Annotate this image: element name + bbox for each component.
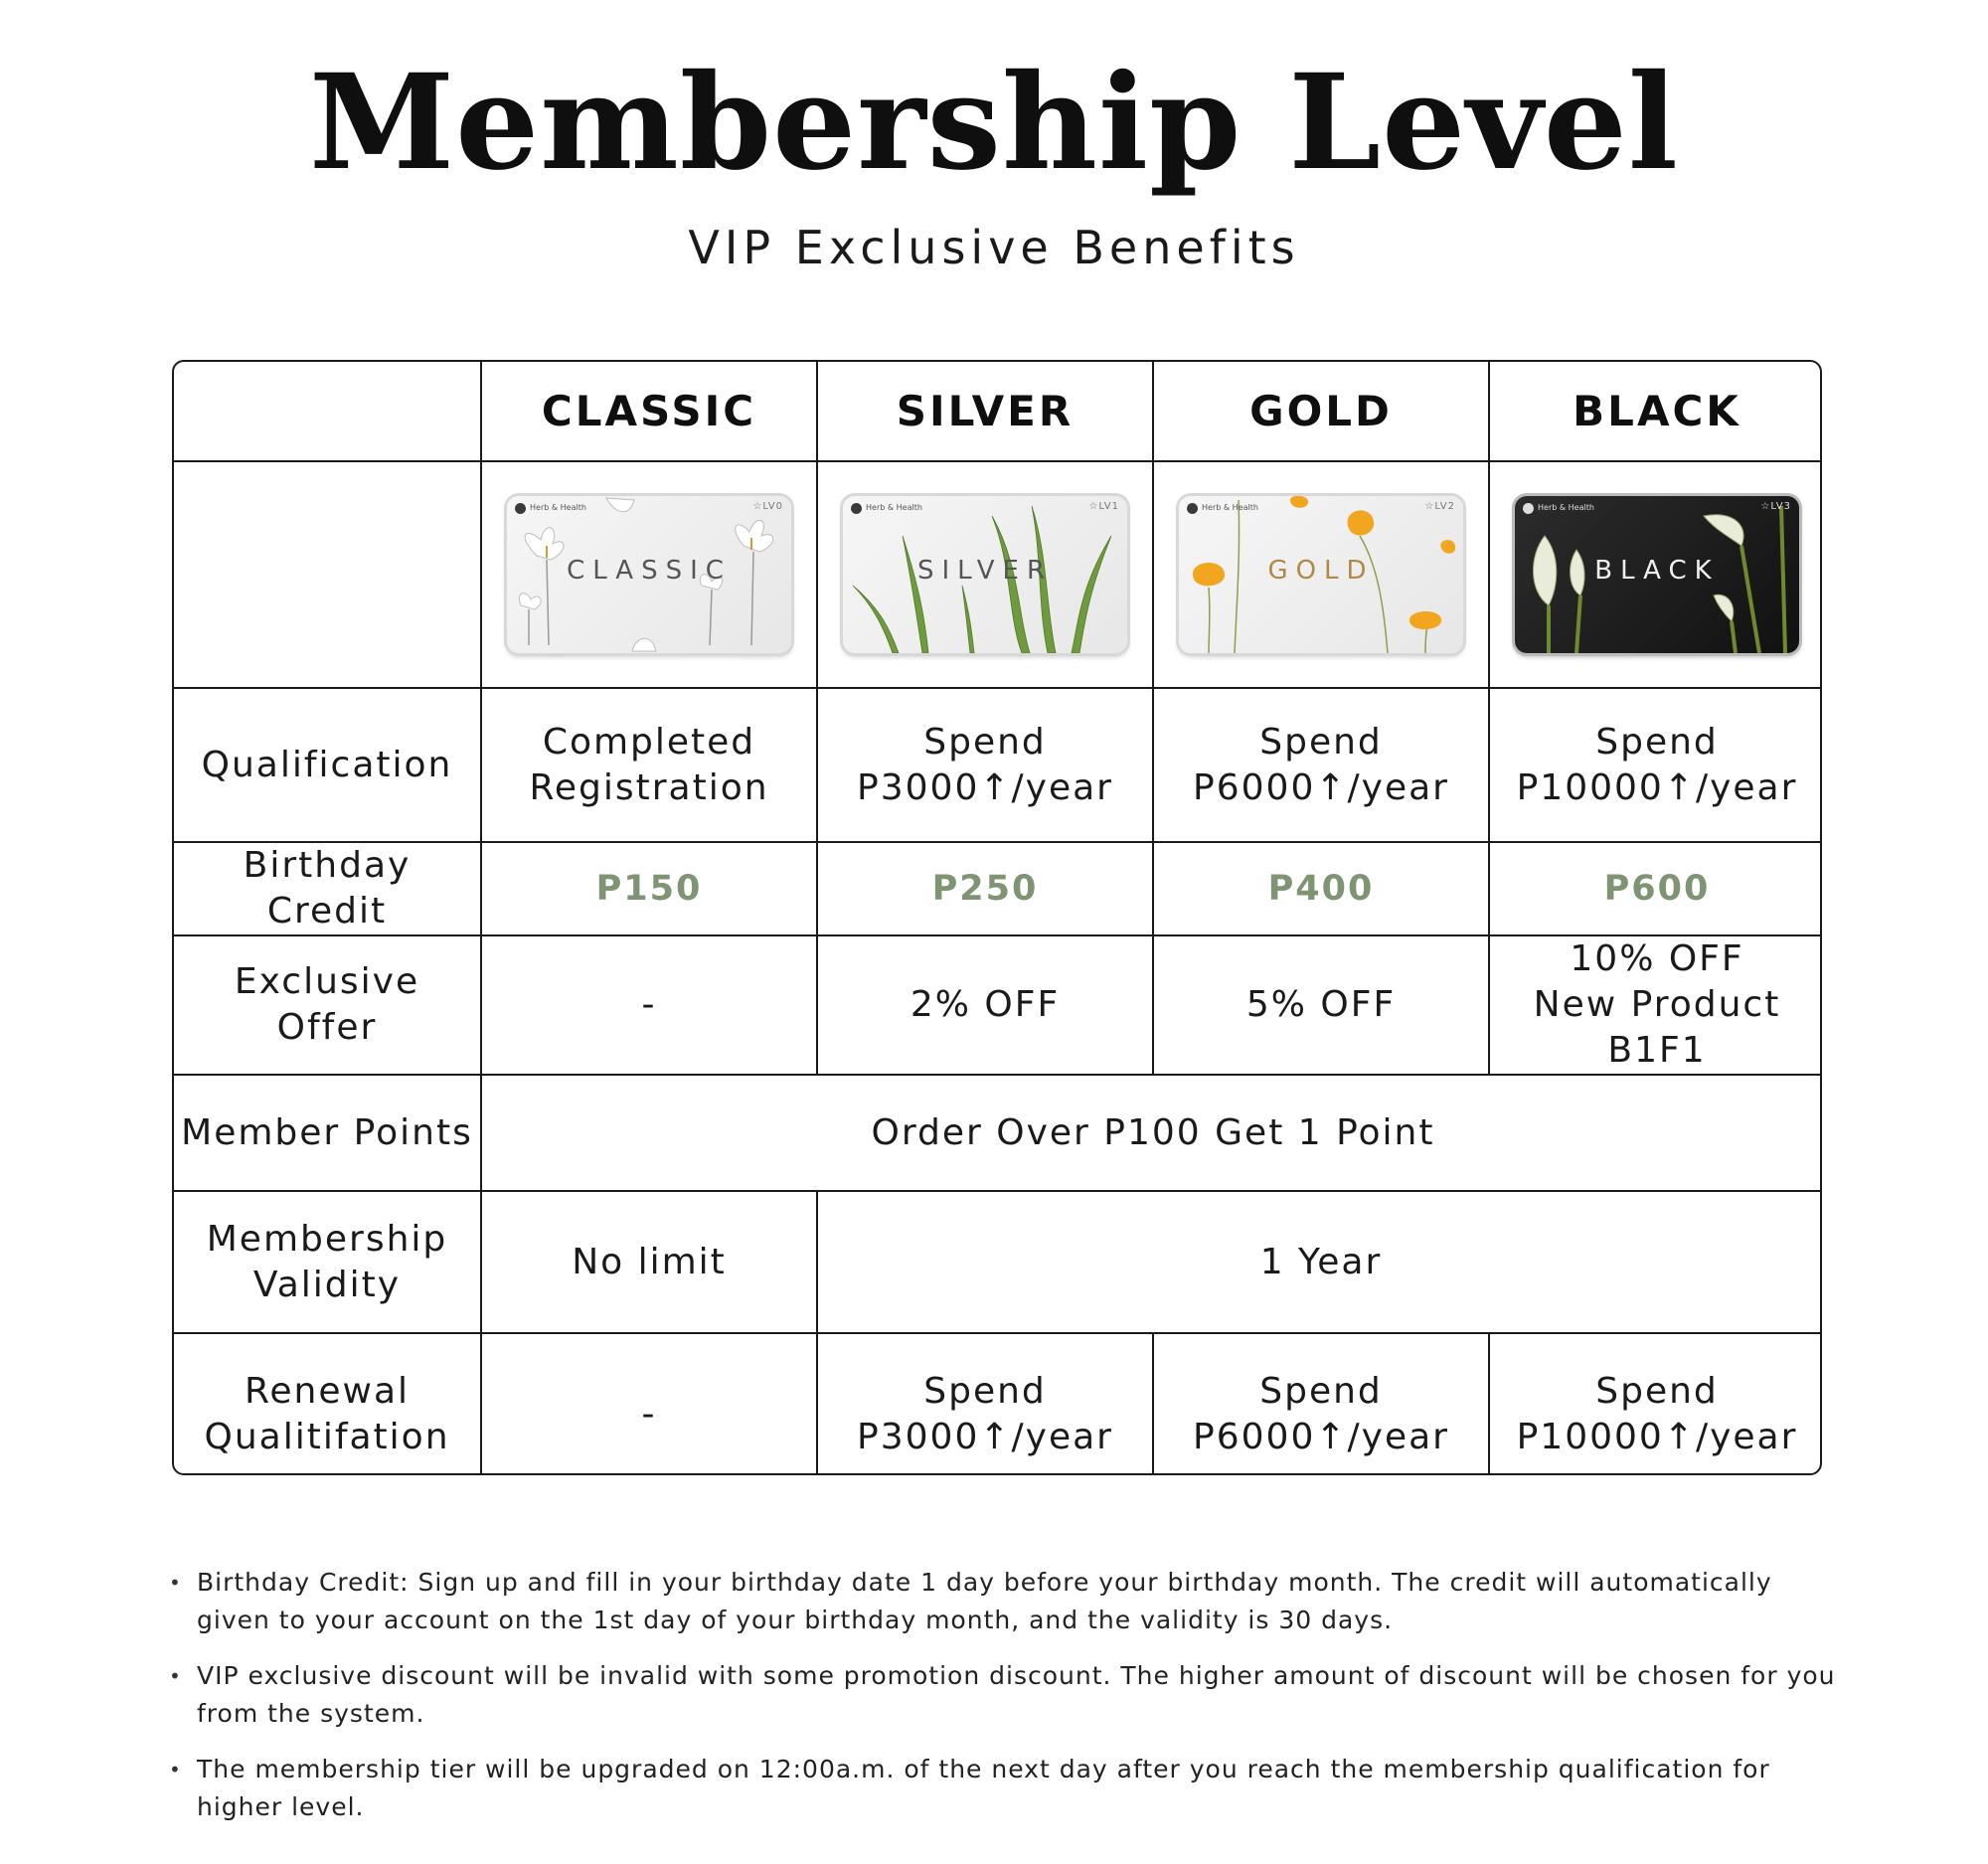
card-brand [1187, 502, 1258, 514]
qualification-gold [1153, 688, 1489, 842]
validity-other-tiers: 1 Year [817, 1191, 1822, 1333]
exclusive-offer-black-line1: 10% OFF [1570, 938, 1744, 979]
tier-header-row [174, 362, 1822, 461]
exclusive-offer-silver: 2% OFF [817, 935, 1153, 1075]
renewal-label-line2: Qualitifation [204, 1416, 450, 1457]
row-label-membership-validity [174, 1191, 481, 1333]
qualification-black-line2: P10000↑/year [1516, 766, 1798, 808]
tier-header-gold: GOLD [1153, 362, 1489, 461]
qualification-classic-line1: Completed [542, 721, 756, 763]
qualification-black-line1: Spend [1595, 721, 1719, 763]
exclusive-offer-black-line2: New Product B1F1 [1533, 984, 1781, 1071]
renewal-classic: - [481, 1333, 817, 1475]
birthday-credit-classic: P150 [481, 842, 817, 935]
note-text: The membership tier will be upgraded on 12:00a.m. of the next day after you reach the membership qualification for higher level. [197, 1755, 1770, 1821]
birthday-credit-row [174, 842, 1822, 935]
qualification-classic-line2: Registration [529, 766, 769, 808]
card-brand-text: Herb & Health [1538, 503, 1594, 512]
renewal-row [174, 1333, 1822, 1475]
card-brand-text: Herb & Health [866, 503, 922, 512]
card-cell-silver [817, 461, 1153, 688]
validity-label-line2: Validity [252, 1264, 402, 1305]
corner-cell [174, 362, 481, 461]
qualification-row [174, 688, 1822, 842]
renewal-gold-line2: P6000↑/year [1193, 1416, 1449, 1457]
card-level-label: ☆LV0 [752, 501, 783, 512]
birthday-credit-black: P600 [1489, 842, 1822, 935]
brand-logo-icon [1187, 503, 1198, 514]
card-level-label: ☆LV3 [1760, 501, 1791, 512]
card-brand-text: Herb & Health [1202, 503, 1258, 512]
page-title: Membership Level [309, 46, 1679, 200]
silver-card-image [843, 496, 1127, 653]
card-tier-name: SILVER [916, 556, 1054, 586]
classic-card-image [507, 496, 791, 653]
qualification-silver [817, 688, 1153, 842]
row-label-member-points: Member Points [174, 1075, 481, 1191]
exclusive-offer-black [1489, 935, 1822, 1075]
card-row [174, 461, 1822, 688]
bullet-icon: • [169, 1664, 182, 1688]
note-item [167, 1751, 1837, 1826]
card-brand-text: Herb & Health [530, 503, 586, 512]
black-card-image [1515, 496, 1799, 653]
note-text: VIP exclusive discount will be invalid with some promotion discount. The higher amount of discount will be chosen for you from the system. [197, 1661, 1836, 1728]
qualification-black [1489, 688, 1822, 842]
qualification-silver-line1: Spend [923, 721, 1047, 763]
membership-table [172, 360, 1822, 1475]
bullet-icon: • [169, 1758, 182, 1781]
card-level-label: ☆LV1 [1088, 501, 1119, 512]
card-brand [515, 502, 586, 514]
card-tier-name: CLASSIC [567, 556, 732, 586]
page-subtitle: VIP Exclusive Benefits [688, 221, 1300, 274]
brand-logo-icon [1523, 503, 1534, 514]
qualification-classic [481, 688, 817, 842]
exclusive-offer-gold: 5% OFF [1153, 935, 1489, 1075]
qualification-silver-line2: P3000↑/year [857, 766, 1113, 808]
qualification-gold-line2: P6000↑/year [1193, 766, 1449, 808]
exclusive-offer-row [174, 935, 1822, 1075]
renewal-silver-line2: P3000↑/year [857, 1416, 1113, 1457]
brand-logo-icon [851, 503, 862, 514]
card-level-label: ☆LV2 [1424, 501, 1455, 512]
birthday-credit-gold: P400 [1153, 842, 1489, 935]
validity-label-line1: Membership [206, 1218, 448, 1260]
note-item [167, 1564, 1837, 1639]
note-text: Birthday Credit: Sign up and fill in your birthday date 1 day before your birthday month. The credit will automatically given to your account on the 1st day of your birthday month, and the validity is 30 days. [197, 1568, 1772, 1634]
row-label-exclusive-offer: Exclusive Offer [174, 935, 481, 1075]
card-cell-gold [1153, 461, 1489, 688]
qualification-gold-line1: Spend [1259, 721, 1383, 763]
member-points-row [174, 1075, 1822, 1191]
row-label-renewal [174, 1333, 481, 1475]
card-brand [1523, 502, 1594, 514]
note-item [167, 1657, 1837, 1733]
tier-header-classic: CLASSIC [481, 362, 817, 461]
renewal-black-line1: Spend [1595, 1370, 1719, 1412]
bullet-icon: • [169, 1571, 182, 1595]
row-label-birthday-credit: Birthday Credit [174, 842, 481, 935]
tier-header-silver: SILVER [817, 362, 1153, 461]
exclusive-offer-classic: - [481, 935, 817, 1075]
brand-logo-icon [515, 503, 526, 514]
birthday-credit-silver: P250 [817, 842, 1153, 935]
card-cell-classic [481, 461, 817, 688]
renewal-silver [817, 1333, 1153, 1475]
notes-list [167, 1564, 1837, 1844]
card-cell-black [1489, 461, 1822, 688]
renewal-silver-line1: Spend [923, 1370, 1047, 1412]
renewal-gold [1153, 1333, 1489, 1475]
validity-classic: No limit [481, 1191, 817, 1333]
tier-header-black: BLACK [1489, 362, 1822, 461]
card-tier-name: GOLD [1267, 556, 1375, 586]
row-label-qualification: Qualification [174, 688, 481, 842]
member-points-value: Order Over P100 Get 1 Point [481, 1075, 1822, 1191]
renewal-gold-line1: Spend [1259, 1370, 1383, 1412]
card-brand [851, 502, 922, 514]
renewal-label-line1: Renewal [244, 1370, 410, 1412]
card-tier-name: BLACK [1594, 556, 1720, 586]
membership-validity-row [174, 1191, 1822, 1333]
card-row-label [174, 461, 481, 688]
gold-card-image [1179, 496, 1463, 653]
renewal-black [1489, 1333, 1822, 1475]
renewal-black-line2: P10000↑/year [1516, 1416, 1798, 1457]
